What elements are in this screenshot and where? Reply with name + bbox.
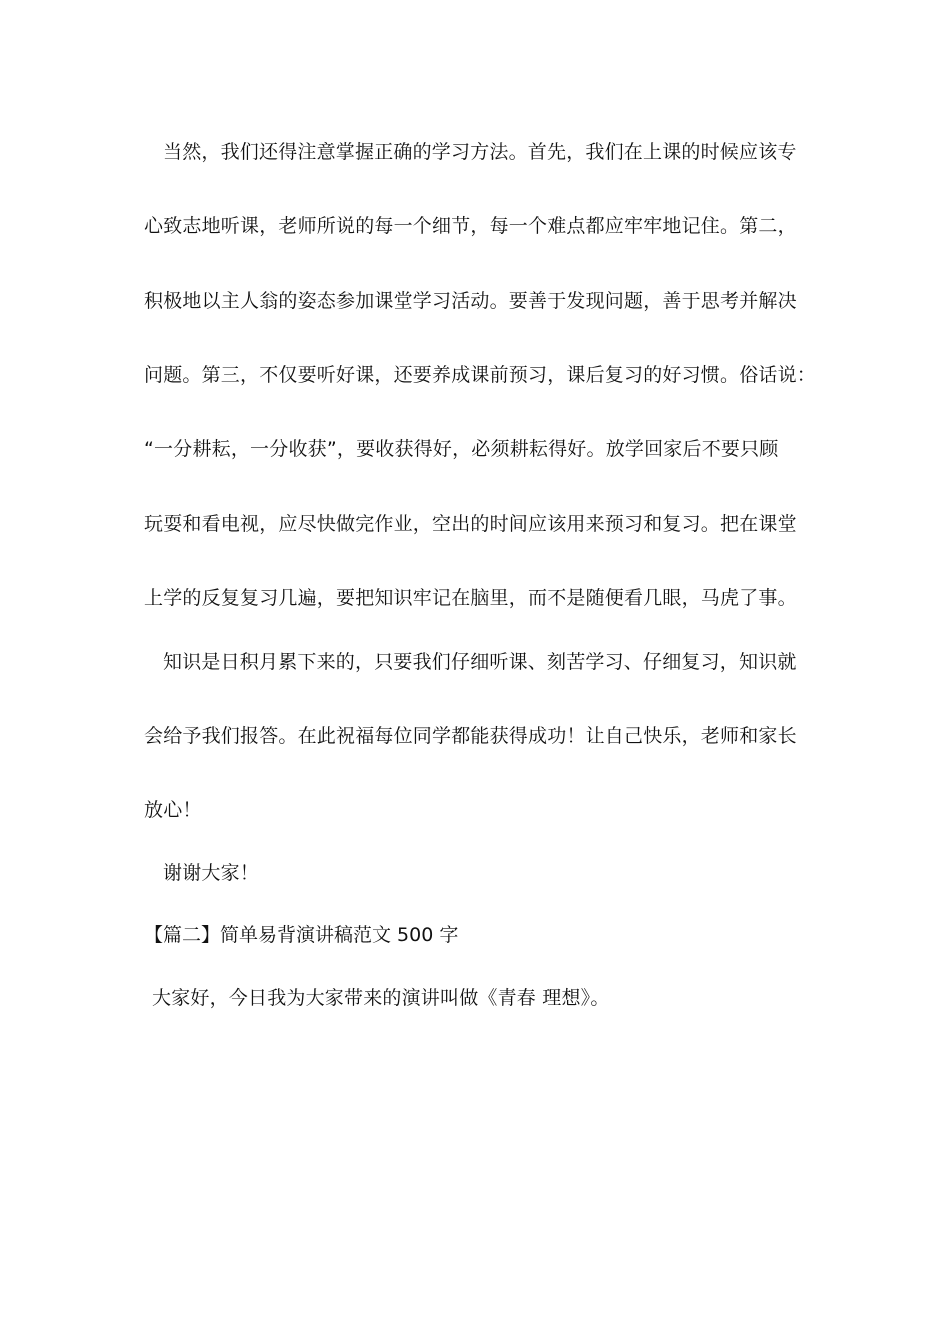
- paragraph-1-line-4: 问题。第三，不仅要听好课，还要养成课前预习，课后复习的好习惯。俗话说：: [144, 364, 817, 386]
- paragraph-2-line-2: 会给予我们报答。在此祝福每位同学都能获得成功！让自己快乐，老师和家长: [144, 725, 797, 747]
- paragraph-1-line-2: 心致志地听课，老师所说的每一个细节，每一个难点都应牢牢地记住。第二，: [144, 215, 797, 237]
- paragraph-1-line-3: 积极地以主人翁的姿态参加课堂学习活动。要善于发现问题，善于思考并解决: [144, 290, 797, 312]
- paragraph-1-line-1: 当然，我们还得注意掌握正确的学习方法。首先，我们在上课的时候应该专: [163, 141, 797, 163]
- section-intro: 大家好，今日我为大家带来的演讲叫做《青春 理想》。: [152, 987, 610, 1009]
- paragraph-2-line-3: 放心！: [144, 799, 202, 821]
- paragraph-1-line-5: “一分耕耘，一分收获”，要收获得好，必须耕耘得好。放学回家后不要只顾: [144, 438, 779, 460]
- section-heading: 【篇二】简单易背演讲稿范文 500 字: [144, 924, 459, 946]
- paragraph-1-line-6: 玩耍和看电视，应尽快做完作业，空出的时间应该用来预习和复习。把在课堂: [144, 513, 797, 535]
- closing-line: 谢谢大家！: [163, 862, 260, 884]
- paragraph-2-line-1: 知识是日积月累下来的，只要我们仔细听课、刻苦学习、仔细复习，知识就: [163, 651, 797, 673]
- paragraph-1-line-7: 上学的反复复习几遍，要把知识牢记在脑里，而不是随便看几眼，马虎了事。: [144, 587, 797, 609]
